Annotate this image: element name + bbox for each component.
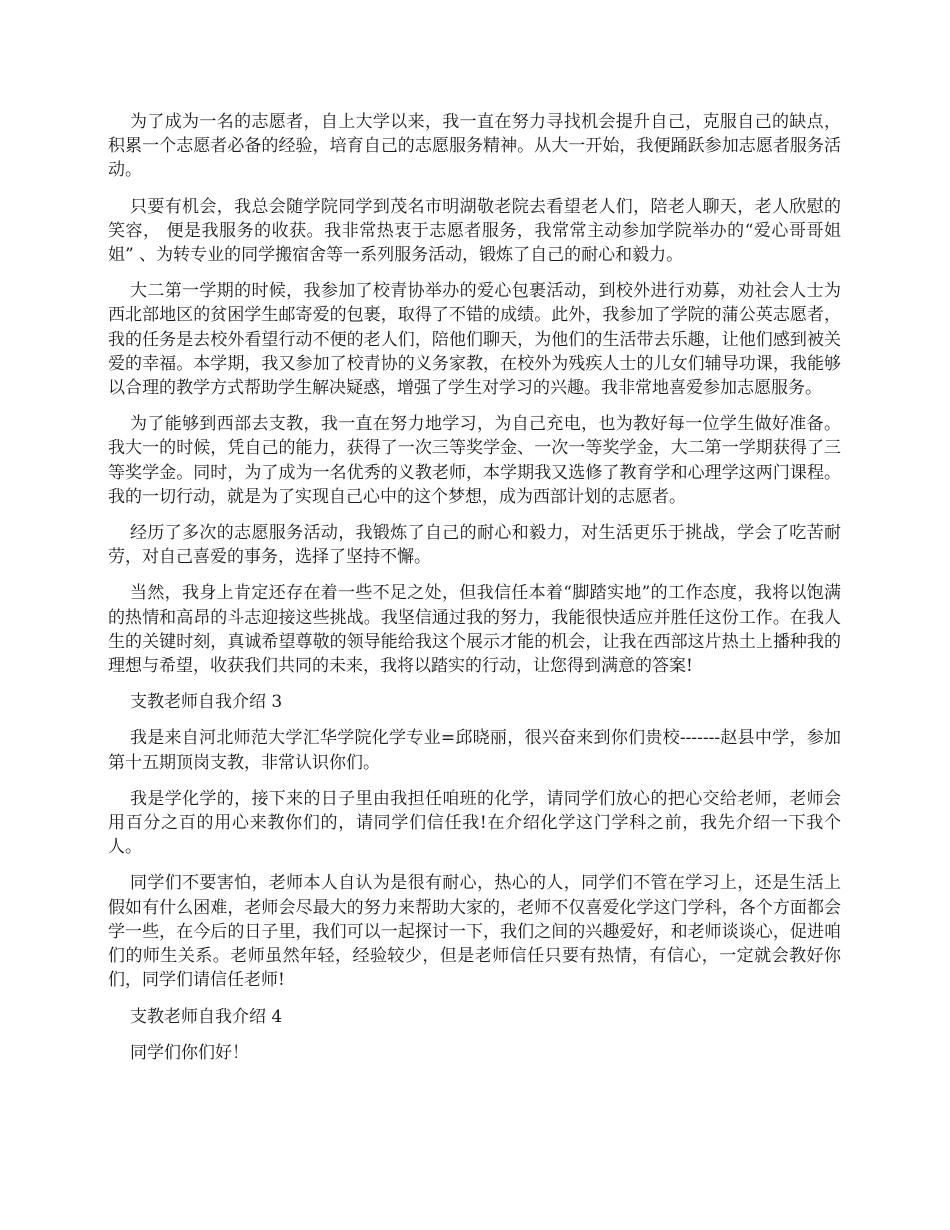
paragraph-volunteer-intro: 为了成为一名的志愿者，自上大学以来，我一直在努力寻找机会提升自己，克服自己的缺点，积累一个志愿者必备的经验，培育自己的志愿服务精神。从大一开始，我便踊跃参加志愿者服务活动。 <box>108 112 841 181</box>
paragraph-charity-package: 大二第一学期的时候，我参加了校青协举办的爱心包裹活动，到校外进行劝募，劝社会人士为西北部地区的贫困学生邮寄爱的包裹，取得了不错的成绩。此外，我参加了学院的蒲公英志愿者，我的任务是去校外看望行动不便的老人们，陪他们聊天，为他们的生活带去乐趣，让他们感到被关爱的幸福。本学期，我又参加了校青协的义务家教，在校外为残疾人士的儿女们辅导功课，我能够以合理的教学方式帮助学生解决疑惑，增强了学生对学习的兴趣。我非常地喜爱参加志愿服务。 <box>108 281 841 399</box>
document-page <box>108 110 841 1077</box>
paragraph-greeting: 同学们你们好！ <box>130 1042 249 1063</box>
paragraph-west-teaching: 为了能够到西部去支教，我一直在努力地学习，为自己充电，也为教好每一位学生做好准备。我大一的时候，凭自己的能力，获得了一次三等奖学金、一次一等奖学金，大二第一学期获得了三等奖学金。同时，为了成为一名优秀的义教老师，本学期我又选修了教育学和心理学这两门课程。我的一切行动，就是为了实现自己心中的这个梦想，成为西部计划的志愿者。 <box>108 414 841 507</box>
paragraph-experience: 经历了多次的志愿服务活动，我锻炼了自己的耐心和毅力，对生活更乐于挑战，学会了吃苦耐劳，对自己喜爱的事务，选择了坚持不懈。 <box>108 523 841 568</box>
section-heading-4: 支教老师自我介绍 4 <box>130 1006 283 1027</box>
paragraph-conclusion: 当然，我身上肯定还存在着一些不足之处，但我信任本着“脚踏实地”的工作态度，我将以饱满的热情和高昂的斗志迎接这些挑战。我坚信通过我的努力，我能很快适应并胜任这份工作。在我人生的关键时刻，真诚希望尊敬的领导能给我这个展示才能的机会，让我在西部这片热土上播种我的理想与希望，收获我们共同的未来，我将以踏实的行动，让您得到满意的答案! <box>108 583 841 677</box>
paragraph-nursing-home: 只要有机会，我总会随学院同学到茂名市明湖敬老院去看望老人们，陪老人聊天，老人欣慰的笑容， 便是我服务的收获。我非常热衷于志愿者服务，我常常主动参加学院举办的“爱心哥哥姐姐” 、为转专业的同学搬宿舍等一系列服务活动，锻炼了自己的耐心和毅力。 <box>108 196 841 266</box>
paragraph-self-intro: 我是来自河北师范大学汇华学院化学专业=邱晓丽，很兴奋来到你们贵校-------赵县中学，参加第十五期顶岗支教，非常认识你们。 <box>108 728 841 773</box>
section-heading-3: 支教老师自我介绍 3 <box>130 692 283 713</box>
paragraph-chemistry: 我是学化学的，接下来的日子里由我担任咱班的化学，请同学们放心的把心交给老师，老师会用百分之百的用心来教你们的，请同学们信任我!在介绍化学这门学科之前，我先介绍一下我个人。 <box>108 788 841 858</box>
paragraph-encouragement: 同学们不要害怕，老师本人自认为是很有耐心，热心的人，同学们不管在学习上，还是生活上假如有什么困难，老师会尽最大的努力来帮助大家的，老师不仅喜爱化学这门学科，各个方面都会学一些，在今后的日子里，我们可以一起探讨一下，我们之间的兴趣爱好，和老师谈谈心，促进咱们的师生关系。老师虽然年轻，经验较少，但是老师信任只要有热情，有信心，一定就会教好你们，同学们请信任老师! <box>108 873 841 991</box>
